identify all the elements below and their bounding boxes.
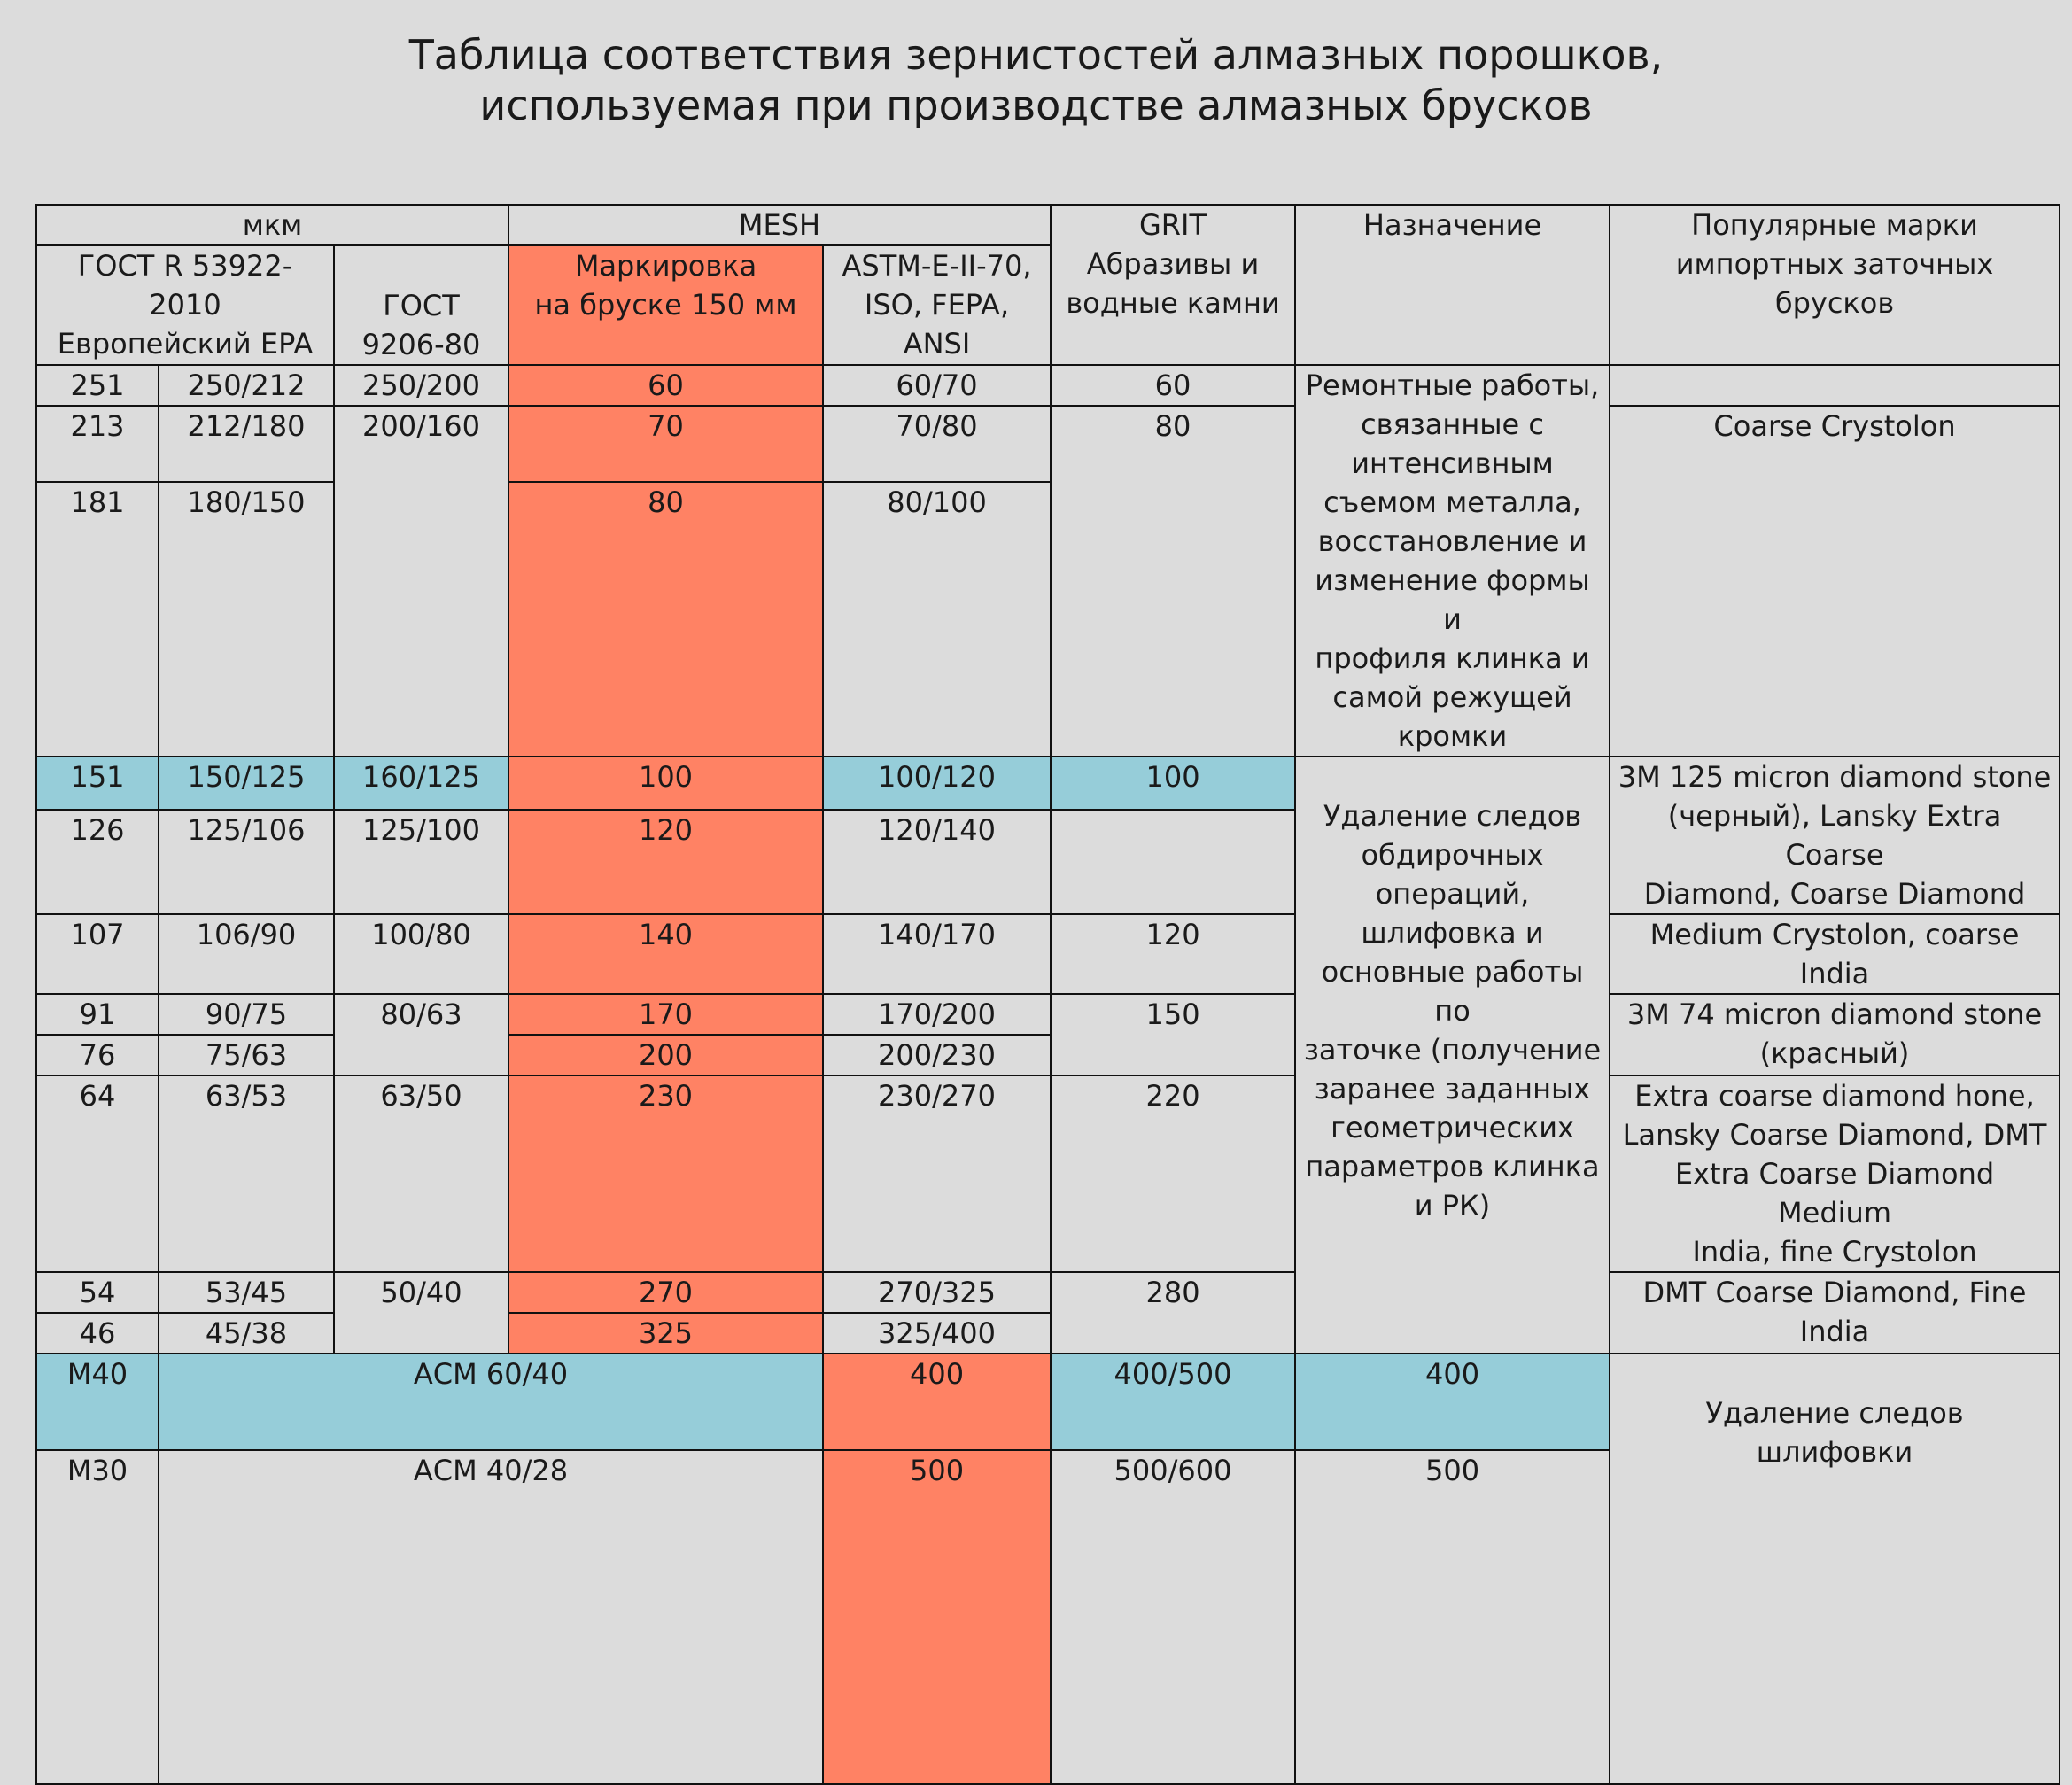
table-body <box>36 205 2060 1784</box>
cell-brands-line: Medium Crystolon, coarse India <box>1649 918 2020 990</box>
cell-epa: 181 <box>36 482 159 757</box>
cell-epa-range: 53/45 <box>159 1272 334 1313</box>
cell-gost: 100/80 <box>334 914 508 994</box>
cell-epa: 126 <box>36 810 159 914</box>
header-marking-line: на бруске 150 мм <box>534 288 797 322</box>
cell-epa-range: 63/53 <box>159 1075 334 1272</box>
cell-purpose-2-line: обдирочных <box>1361 838 1544 872</box>
header-gost-r-line: Европейский EPA <box>57 327 314 361</box>
cell-epa: 64 <box>36 1075 159 1272</box>
cell-brands-empty <box>1610 365 2060 406</box>
header-gost-line: ГОСТ <box>383 289 460 322</box>
cell-epa: 91 <box>36 994 159 1035</box>
table-row <box>36 365 2060 406</box>
cell-epa: 251 <box>36 365 159 406</box>
cell-purpose-2-line: параметров клинка <box>1305 1150 1600 1184</box>
cell-grit: 280 <box>1051 1272 1295 1354</box>
cell-purpose-1-line: кромки <box>1397 719 1508 753</box>
cell-astm: 80/100 <box>823 482 1051 757</box>
cell-gost: 200/160 <box>334 406 508 757</box>
header-grit-line: водные камни <box>1066 286 1280 320</box>
cell-epa-range: 212/180 <box>159 406 334 482</box>
header-gost-r-line: 2010 <box>149 288 221 322</box>
cell-epa: M40 <box>36 1354 159 1450</box>
cell-marking: 60 <box>508 365 823 406</box>
cell-brands-line: (красный) <box>1759 1036 1910 1070</box>
cell-gost: 80/63 <box>334 994 508 1075</box>
cell-brands-line: Diamond, Coarse Diamond <box>1643 877 2026 911</box>
title-line-2: используемая при производстве алмазных брусков <box>479 81 1593 129</box>
cell-marking: 270 <box>508 1272 823 1313</box>
cell-marking: 70 <box>508 406 823 482</box>
cell-purpose-1-line: съемом металла, <box>1323 485 1581 519</box>
cell-purpose-2-line: геометрических <box>1331 1111 1574 1145</box>
cell-purpose-3 <box>1610 1354 2060 1784</box>
cell-brands-line: Extra coarse diamond hone, <box>1634 1079 2035 1113</box>
cell-epa: 46 <box>36 1313 159 1354</box>
page-title <box>0 30 2072 131</box>
cell-purpose-2-line: заранее заданных <box>1314 1072 1591 1106</box>
cell-brands-line: India <box>1799 1315 1870 1348</box>
cell-grit: 80 <box>1051 406 1295 757</box>
header-brands <box>1610 205 2060 365</box>
table-row <box>36 757 2060 810</box>
cell-purpose-2-line: и РК) <box>1414 1189 1491 1222</box>
cell-marking: 140 <box>508 914 823 994</box>
cell-gost: 50/40 <box>334 1272 508 1354</box>
cell-epa: 107 <box>36 914 159 994</box>
cell-epa: 54 <box>36 1272 159 1313</box>
cell-purpose-1 <box>1295 365 1610 757</box>
cell-marking: 500 <box>823 1450 1051 1784</box>
header-astm <box>823 245 1051 365</box>
cell-epa-range: 180/150 <box>159 482 334 757</box>
cell-epa: 213 <box>36 406 159 482</box>
header-astm-line: ANSI <box>903 327 971 361</box>
cell-purpose-2-line: заточке (получение <box>1303 1033 1602 1067</box>
header-gost <box>334 245 508 365</box>
cell-astm: 400/500 <box>1051 1354 1295 1450</box>
cell-astm: 60/70 <box>823 365 1051 406</box>
cell-brands <box>1610 757 2060 914</box>
cell-astm: 70/80 <box>823 406 1051 482</box>
cell-epa-range: 90/75 <box>159 994 334 1035</box>
cell-purpose-1-line: самой режущей <box>1332 680 1572 714</box>
cell-marking: 230 <box>508 1075 823 1272</box>
cell-acm: АСМ 40/28 <box>159 1450 823 1784</box>
cell-epa: 151 <box>36 757 159 810</box>
grit-correspondence-table <box>35 204 2059 1487</box>
cell-purpose-1-line: профиля клинка и <box>1315 641 1590 675</box>
cell-purpose-2-line: операций, <box>1375 877 1530 911</box>
cell-brands-line: 3M 74 micron diamond stone <box>1626 997 2043 1031</box>
header-marking <box>508 245 823 365</box>
cell-marking: 325 <box>508 1313 823 1354</box>
cell-grit-empty <box>1051 810 1295 914</box>
cell-marking: 200 <box>508 1035 823 1075</box>
header-gost-r-line: ГОСТ R 53922- <box>77 249 293 283</box>
cell-grit: 150 <box>1051 994 1295 1075</box>
header-mkm: мкм <box>36 205 508 245</box>
table-row <box>36 406 2060 482</box>
cell-brands <box>1610 914 2060 994</box>
header-purpose: Назначение <box>1295 205 1610 365</box>
header-grit-line: Абразивы и <box>1086 247 1260 281</box>
header-marking-line: Маркировка <box>574 249 757 283</box>
cell-astm: 120/140 <box>823 810 1051 914</box>
cell-grit: 500 <box>1295 1450 1610 1784</box>
table-row <box>36 994 2060 1035</box>
header-brands-line: Популярные марки <box>1691 208 1978 242</box>
cell-marking: 100 <box>508 757 823 810</box>
cell-purpose-3-line: Удаление следов <box>1705 1396 1964 1430</box>
cell-epa-range: 250/212 <box>159 365 334 406</box>
cell-purpose-1-line: интенсивным <box>1351 446 1554 480</box>
header-row-1 <box>36 205 2060 245</box>
cell-gost: 125/100 <box>334 810 508 914</box>
table <box>35 204 2060 1785</box>
cell-gost: 63/50 <box>334 1075 508 1272</box>
cell-brands <box>1610 406 2060 757</box>
cell-epa-range: 125/106 <box>159 810 334 914</box>
header-brands-line: импортных заточных <box>1675 247 1994 281</box>
cell-brands-line: Coarse Crystolon <box>1713 409 1956 443</box>
cell-epa-range: 150/125 <box>159 757 334 810</box>
cell-brands-line: DMT Coarse Diamond, Fine <box>1642 1276 2027 1309</box>
header-gost-line: 9206-80 <box>361 328 481 361</box>
cell-brands <box>1610 994 2060 1075</box>
cell-marking: 170 <box>508 994 823 1035</box>
cell-astm: 200/230 <box>823 1035 1051 1075</box>
cell-epa: M30 <box>36 1450 159 1784</box>
cell-epa-range: 45/38 <box>159 1313 334 1354</box>
header-grit-line: GRIT <box>1139 208 1207 242</box>
cell-astm: 170/200 <box>823 994 1051 1035</box>
cell-acm: АСМ 60/40 <box>159 1354 823 1450</box>
header-gost-r <box>36 245 334 365</box>
cell-brands-line: India, fine Crystolon <box>1692 1235 1977 1269</box>
cell-astm: 140/170 <box>823 914 1051 994</box>
cell-brands <box>1610 1272 2060 1354</box>
cell-brands <box>1610 1075 2060 1272</box>
cell-marking: 400 <box>823 1354 1051 1450</box>
cell-purpose-2 <box>1295 757 1610 1354</box>
header-brands-line: брусков <box>1774 286 1895 320</box>
cell-grit: 120 <box>1051 914 1295 994</box>
cell-purpose-2-line: основные работы по <box>1321 955 1584 1028</box>
cell-epa-range: 106/90 <box>159 914 334 994</box>
cell-astm: 100/120 <box>823 757 1051 810</box>
cell-purpose-1-line: изменение формы и <box>1315 563 1590 636</box>
cell-grit: 60 <box>1051 365 1295 406</box>
cell-marking: 80 <box>508 482 823 757</box>
cell-brands-line: Lansky Coarse Diamond, DMT <box>1622 1118 2047 1152</box>
table-row <box>36 1272 2060 1313</box>
header-mesh: MESH <box>508 205 1051 245</box>
title-line-1: Таблица соответствия зернистостей алмазных порошков, <box>408 31 1664 79</box>
cell-purpose-3-line: шлифовки <box>1756 1435 1913 1469</box>
header-grit <box>1051 205 1295 365</box>
cell-gost: 160/125 <box>334 757 508 810</box>
cell-brands-line: (черный), Lansky Extra Coarse <box>1667 799 2002 872</box>
cell-purpose-1-line: Ремонтные работы, <box>1305 369 1600 402</box>
cell-purpose-2-line: шлифовка и <box>1361 916 1544 950</box>
cell-astm: 325/400 <box>823 1313 1051 1354</box>
cell-gost: 250/200 <box>334 365 508 406</box>
header-astm-line: ASTM-E-II-70, <box>842 249 1032 283</box>
cell-astm: 500/600 <box>1051 1450 1295 1784</box>
cell-brands-line: 3M 125 micron diamond stone <box>1618 760 2052 794</box>
header-astm-line: ISO, FEPA, <box>864 288 1010 322</box>
table-row <box>36 914 2060 994</box>
cell-epa: 76 <box>36 1035 159 1075</box>
cell-grit: 220 <box>1051 1075 1295 1272</box>
cell-grit: 400 <box>1295 1354 1610 1450</box>
cell-purpose-2-line: Удаление следов <box>1323 799 1582 833</box>
cell-purpose-1-line: связанные с <box>1361 407 1544 441</box>
cell-marking: 120 <box>508 810 823 914</box>
cell-astm: 230/270 <box>823 1075 1051 1272</box>
table-row <box>36 1354 2060 1450</box>
cell-epa-range: 75/63 <box>159 1035 334 1075</box>
cell-astm: 270/325 <box>823 1272 1051 1313</box>
table-row <box>36 1075 2060 1272</box>
cell-grit: 100 <box>1051 757 1295 810</box>
cell-brands-line: Extra Coarse Diamond Medium <box>1674 1157 1995 1230</box>
cell-purpose-1-line: восстановление и <box>1317 524 1587 558</box>
